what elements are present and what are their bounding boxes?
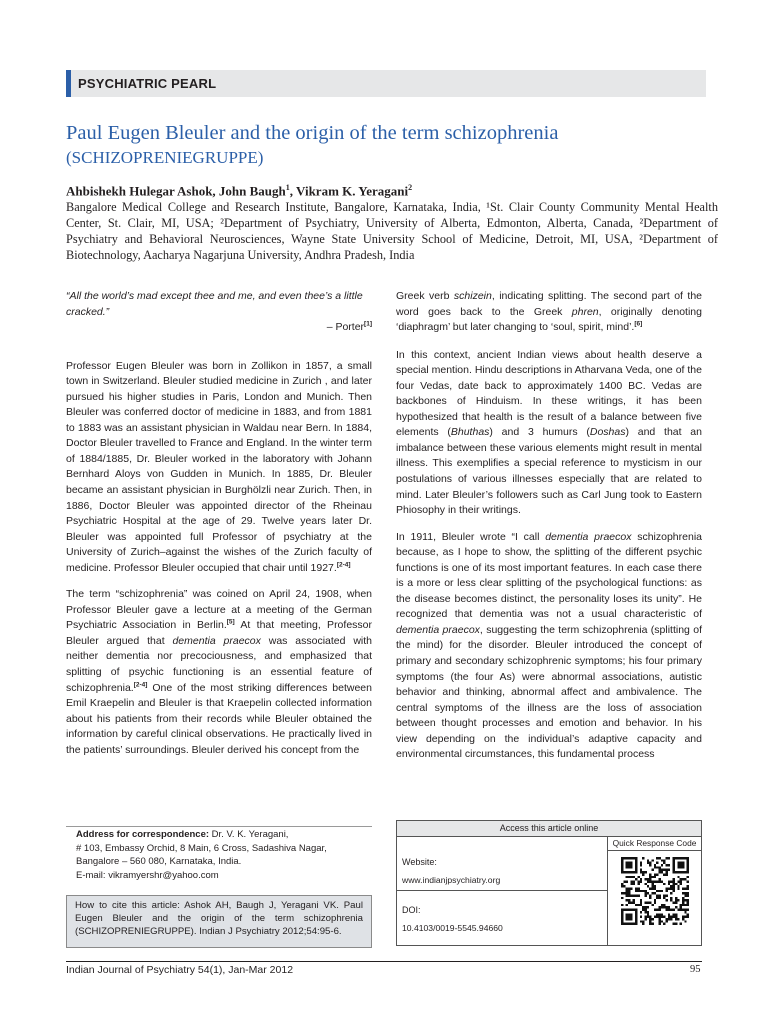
paragraph-text: , originally denoting ‘diaphragm’ but later changing to ‘soul, spirit, mind’.	[396, 305, 702, 334]
paragraph-text: In 1911, Bleuler wrote “I call	[396, 530, 546, 543]
paragraph-text: was associated with neither dementia nor precociousness, and emphasized that splitting of psychic functioning is an essential feature of schizophrenia.	[66, 634, 373, 694]
paragraph-text: schizophrenia because, as I hope to show, the splitting of the different psychic functions is one of its most important features. In each case there is a more or less clear splitting of the psychological functions: as the disease becomes distinct, the personality loses its unity”. He recognized that dementia was not a usual characteristic of	[396, 530, 702, 621]
epigraph-attribution	[66, 320, 372, 336]
right-column	[396, 289, 702, 774]
paragraph-text: Professor Eugen Bleuler was born in Zollikon in 1857, a small town in Switzerland. Bleuler studied medicine in Zurich , and later pursued his higher studies in Paris, London and Munich. Then Bleuler was conferred doctor of medicine in 1883, and from 1881 to 1883 was an assistant physician in Waldau near Bern. In 1884, Doctor Bleuler travelled to France and England. In the winter term of 1884/1885, Dr. Bleuler worked in the laboratory with Johann Bernhard Aloys von Gudden in Munich. In 1885, Dr. Bleuler became an assistant physician in Burghölzli near Zurich. Then, in 1886, Doctor Bleuler was appointed director of the Rheinau Psychiatric Hospital at the age of 29. Twelve years later Dr. Bleuler was appointed full Professor of psychiatry at the University of Zurich–against the wishes of the Zurich faculty of medicine. Professor Bleuler occupied that chair until 1927.	[66, 359, 372, 574]
paragraph-text: , suggesting the term schizophrenia (splitting of the mind) for the disorder. Bleuler introduced the concept of primary and secondary schizophrenic symptoms; his four primary symptoms (the four As) were abnormal associations, autistic behavior and thinking, abnormal affect and ambivalence. The central symptoms of the illness are the loss of association between thought processes and emotion and behavior. In his view depending on the individual’s adaptive capacity and environmental circumstances, this fundamental process	[396, 623, 703, 761]
citation-ref: [6]	[634, 320, 643, 328]
paragraph-etymology	[396, 289, 702, 336]
paragraph-1911	[396, 530, 702, 763]
epigraph-author: – Porter	[326, 321, 365, 334]
paragraph-text: At that meeting, Professor Bleuler argued that	[66, 619, 372, 647]
doi-label: DOI:	[402, 905, 421, 915]
access-spacer	[397, 837, 607, 851]
author-2-affil: 2	[408, 183, 413, 192]
left-column	[66, 289, 372, 769]
address-label: Address for correspondence:	[76, 829, 210, 840]
correspondence-address	[66, 826, 372, 882]
doi-value[interactable]: 10.4103/0019-5545.94660	[402, 923, 503, 933]
access-online-box	[396, 820, 702, 946]
paragraph-text: In this context, ancient Indian views about health deserve a special mention. Hindu descriptions in Atharvana Veda, one of the four Vedas, date back to approximately 1400 BC. Vedas are backbones of Hinduism. In these writings, it has been hypothesized that health is the result of a balance between five elements (	[396, 348, 702, 439]
qr-code-icon[interactable]	[621, 857, 689, 925]
affiliations: Bangalore Medical College and Research Institute, Bangalore, Karnataka, India, ¹St. Clair County Community Mental Health Center, St. Clair, MI, USA; ²Department of Psychiatry, University of Alberta, Edmonton, Alberta, Canada, ²Department of Psychiatry and Behavioral Neurosciences, Wayne State University School of Medicine, Detroit, MI, USA, ²Department of Biotechnology, Aacharya Nagarjuna University, Andhra Pradesh, India	[66, 200, 718, 262]
author-1: Ahbishekh Hulegar Ashok, John Baugh	[66, 183, 286, 199]
emphasis-term: dementia praecox	[545, 530, 632, 543]
website-row	[397, 851, 608, 891]
citation-ref: [1]	[364, 320, 372, 328]
author-1-affil: 1	[285, 183, 290, 192]
paragraph-term-origin	[66, 587, 372, 758]
emphasis-term: schizein	[453, 290, 492, 302]
emphasis-term: Doshas	[589, 426, 626, 439]
article-subtitle: (SCHIZOPRENIEGRUPPE)	[66, 148, 264, 167]
access-info	[397, 837, 608, 945]
author-list	[66, 183, 716, 199]
author-2: , Vikram K. Yeragani	[289, 183, 409, 199]
section-accent-bar	[66, 70, 71, 97]
section-label-text: PSYCHIATRIC PEARL	[78, 76, 217, 91]
emphasis-term: dementia praecox	[396, 623, 480, 636]
address-name: Dr. V. K. Yeragani,	[209, 829, 289, 840]
citation-ref: [2-4]	[336, 561, 351, 569]
address-email: E-mail: vikramyershr@yahoo.com	[76, 869, 219, 881]
paragraph-text: , indicating splitting. The second part of the word goes back to the Greek	[396, 290, 702, 318]
emphasis-term: Bhuthas	[450, 426, 490, 439]
footer-journal: Indian Journal of Psychiatry 54(1), Jan-Mar 2012	[66, 964, 294, 976]
epigraph-quote: “All the world’s mad except thee and me, and even thee’s a little cracked.”	[66, 290, 363, 318]
section-label	[66, 70, 706, 97]
access-header: Access this article online	[397, 821, 701, 837]
doi-row	[397, 891, 608, 945]
address-line-1	[76, 828, 372, 842]
emphasis-term: dementia praecox	[172, 634, 261, 647]
paragraph-text: ) and 3 humurs (	[489, 426, 590, 439]
citation-ref: [5]	[226, 618, 235, 626]
emphasis-term: phren	[571, 305, 599, 318]
website-link[interactable]: www.indianjpsychiatry.org	[402, 875, 501, 885]
website-label: Website:	[402, 857, 437, 867]
address-line-3: Bangalore – 560 080, Karnataka, India.	[76, 856, 242, 867]
citation-box: How to cite this article: Ashok AH, Baugh J, Yeragani VK. Paul Eugen Bleuler and the origin of the term schizophrenia (SCHIZOPRENIEGRUPPE). Indian J Psychiatry 2012;54:95-6.	[66, 895, 372, 948]
paragraph-text: The term “schizophrenia” was coined on April 24, 1908, when Professor Bleuler gave a lecture at a meeting of the German Psychiatric Association in Berlin.	[66, 588, 372, 632]
paragraph-text: One of the most striking differences between Emil Kraepelin and Bleuler is that Kraepelin collected information about his patients from their records while Bleuler obtained the information by careful clinical observations. He practically lived in the patients’ surroundings. Bleuler derived his concept from the	[66, 681, 372, 756]
paragraph-text: Greek verb	[396, 290, 454, 302]
page-number: 95	[690, 964, 701, 975]
paragraph-text: ) and that an imbalance between these various elements might result in mental illness. This exemplifies a special reference to mysticism in our postulations of various illnesses especially that are related to mind. Later Bleuler’s followers such as Carl Jung took to Eastern Phiosophy in their writings.	[396, 426, 702, 517]
qr-label: Quick Response Code	[608, 837, 701, 851]
paragraph-biography	[66, 359, 372, 577]
qr-section	[608, 837, 701, 945]
footer-rule	[66, 961, 702, 962]
address-line-2: # 103, Embassy Orchid, 8 Main, 6 Cross, Sadashiva Nagar,	[76, 842, 327, 854]
citation-ref: [2-4]	[133, 681, 148, 689]
article-title: Paul Eugen Bleuler and the origin of the term schizophrenia	[66, 122, 559, 144]
paragraph-indian-views	[396, 348, 702, 519]
